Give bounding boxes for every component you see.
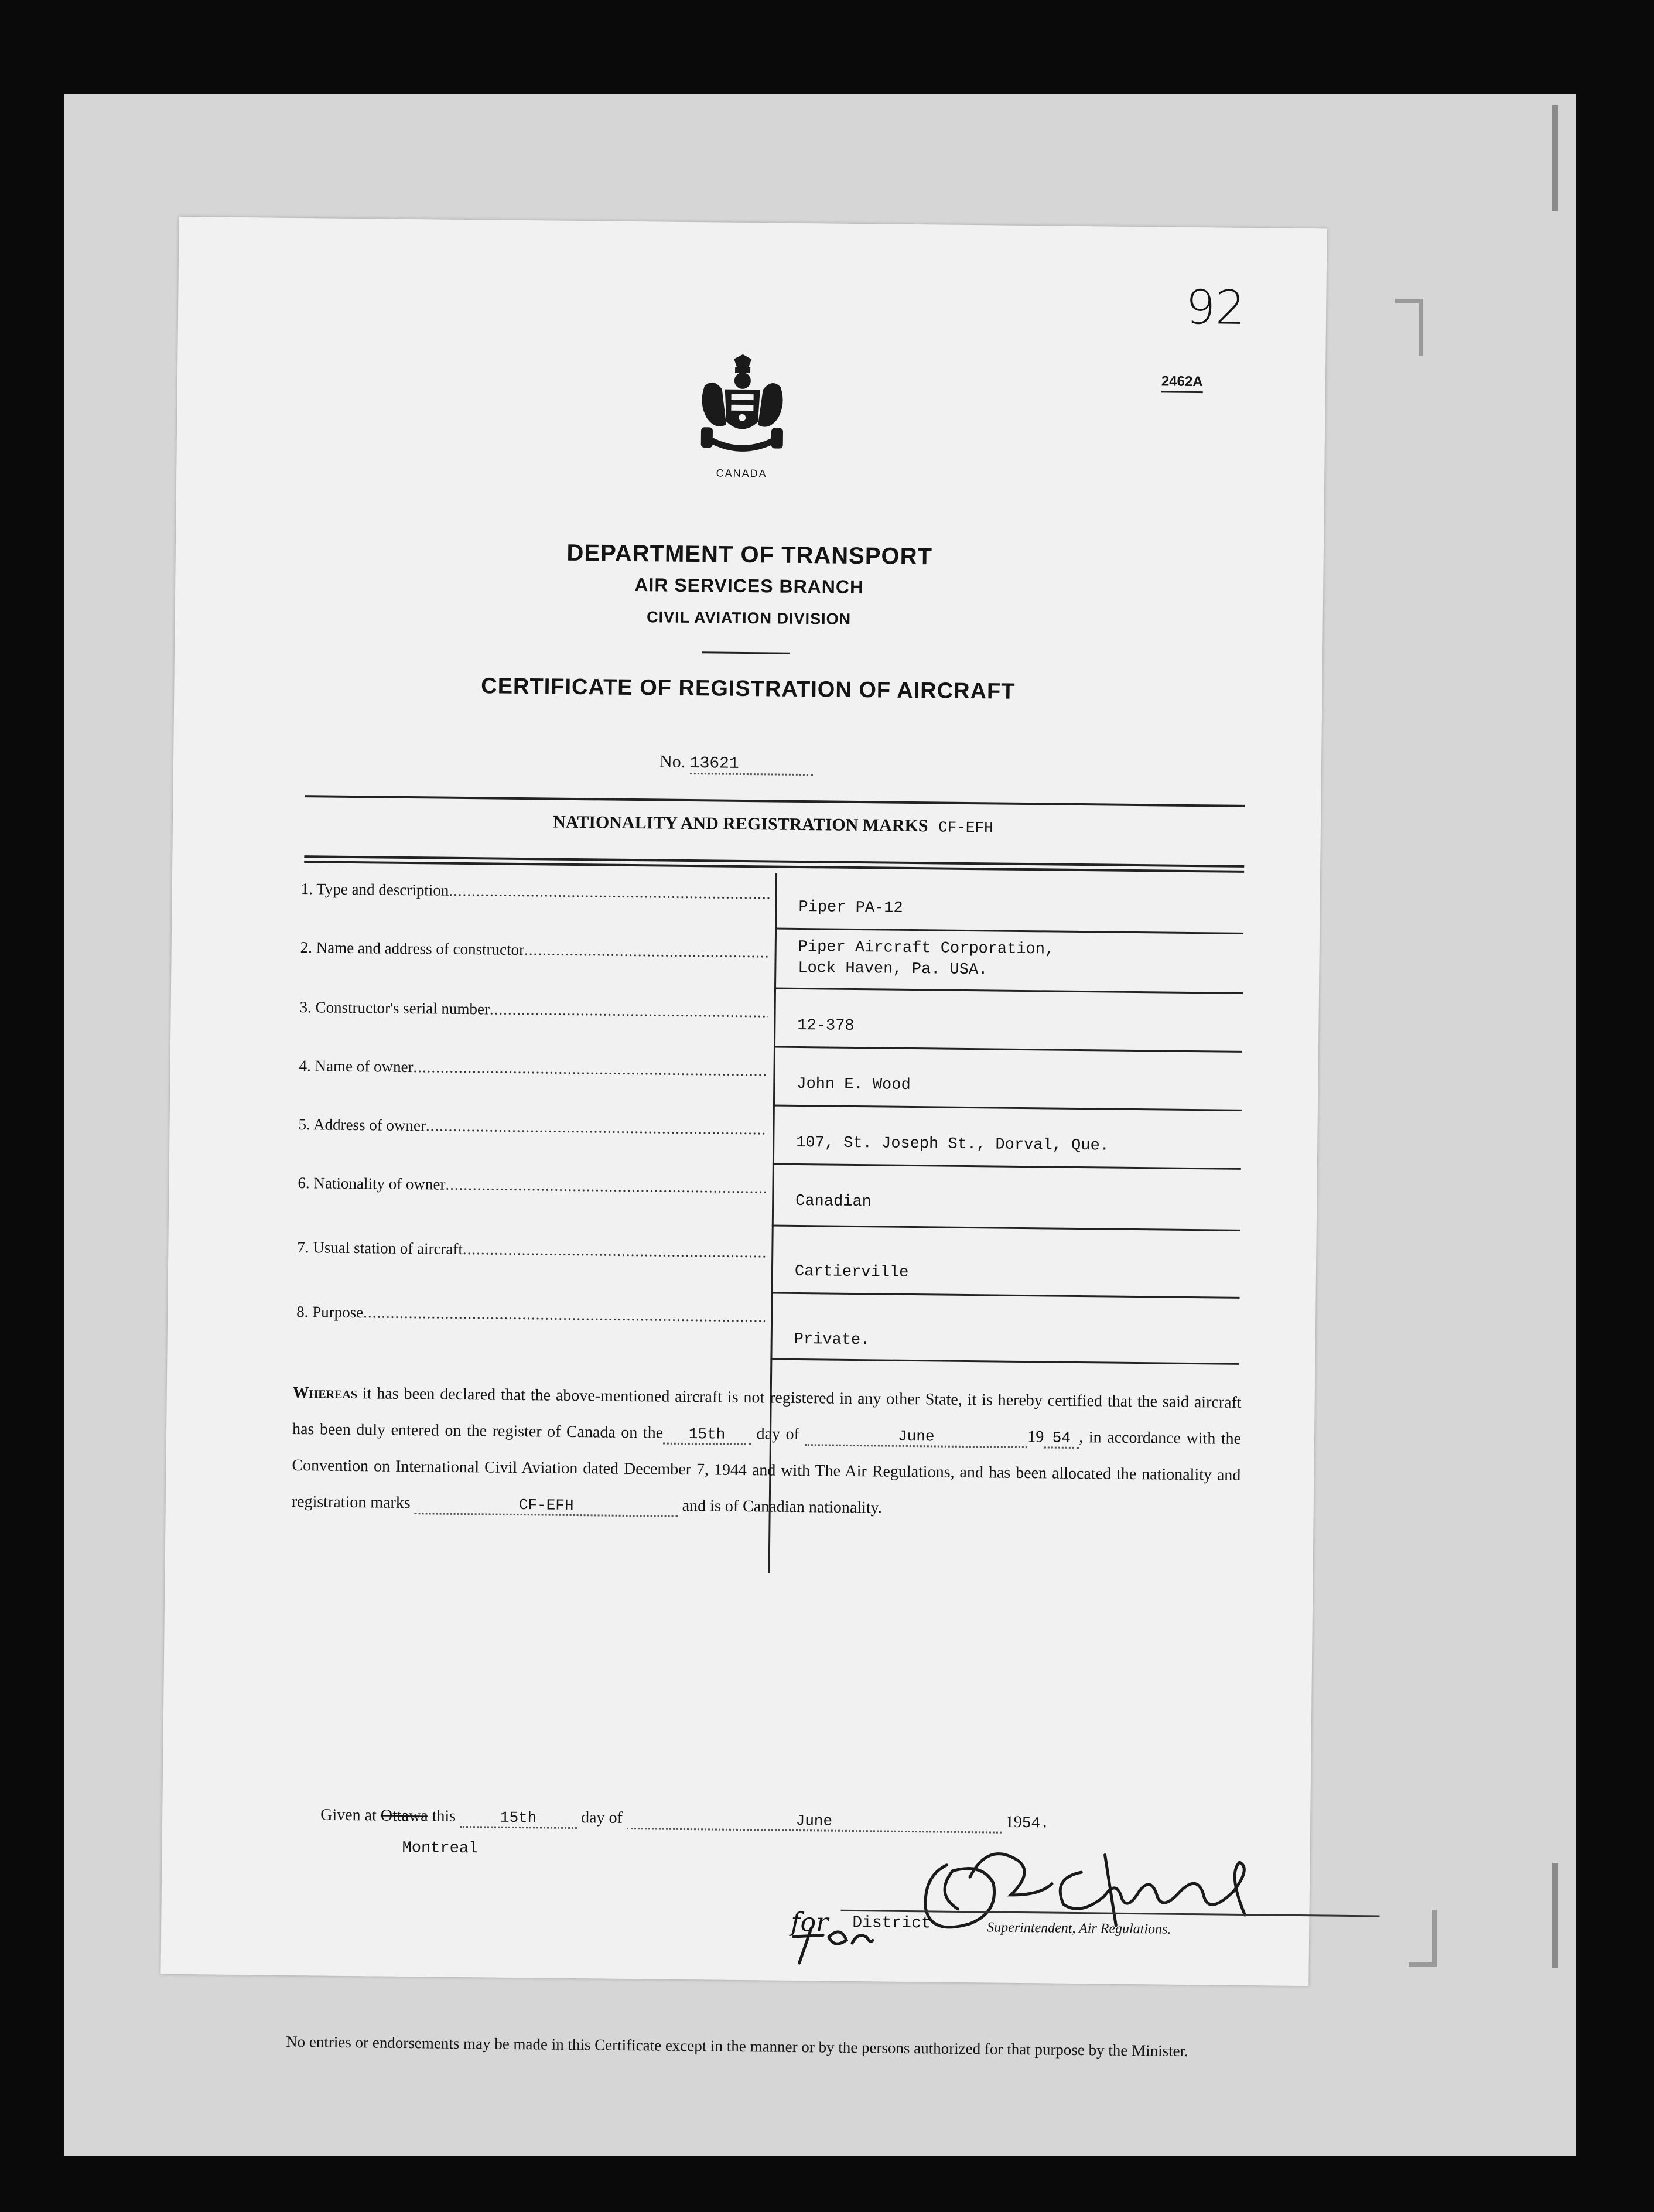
given-year: 54. [1021, 1814, 1050, 1832]
table-row-label: 3. Constructor's serial number ..... [299, 998, 768, 1021]
given-text: day of [580, 1808, 623, 1827]
given-place: Montreal [402, 1839, 479, 1858]
certification-paragraph [291, 1375, 1242, 1530]
table-row-label: 7. Usual station of aircraft ..... [297, 1238, 766, 1261]
given-text: 19 [1005, 1812, 1023, 1832]
row-divider [771, 1292, 1240, 1299]
table-row-label: 8. Purpose ..... [296, 1303, 765, 1326]
table-row-label: 2. Name and address of constructor ..... [300, 938, 769, 961]
nationality-marks-label: NATIONALITY AND REGISTRATION MARKS [553, 812, 928, 836]
division-title: CIVIL AVIATION DIVISION [646, 608, 852, 628]
whereas-text: day of [756, 1425, 800, 1444]
table-row-value: 107, St. Joseph St., Dorval, Que. [796, 1134, 1110, 1155]
nationality-marks-line [302, 810, 1245, 839]
table-row-label: 6. Nationality of owner ..... [298, 1174, 766, 1197]
row-divider [772, 1225, 1240, 1231]
certificate-number: 13621 [690, 755, 813, 776]
table-row-value: Piper PA-12 [798, 898, 903, 917]
registration-month: June [805, 1426, 1027, 1448]
certificate-number-line [659, 752, 813, 776]
footer-notice: No entries or endorsements may be made in this Certificate except in the manner or by the persons authorized for that purpose by the Minister. [285, 2032, 1189, 2060]
table-row-label: 4. Name of owner ..... [299, 1057, 767, 1080]
whereas-text: 19 [1027, 1428, 1044, 1446]
frame-corner-mark [1395, 299, 1423, 356]
frame-edge-mark [1552, 1863, 1558, 1968]
table-row-label: 1. Type and description ..... [301, 880, 770, 903]
nationality-marks-value: CF-EFH [938, 818, 993, 837]
table-row-value: John E. Wood [797, 1075, 911, 1094]
row-divider [774, 1046, 1242, 1053]
frame-edge-mark [1552, 105, 1558, 211]
row-divider [775, 928, 1243, 934]
certificate-document [160, 217, 1327, 2060]
whereas-lead: Whereas [292, 1383, 358, 1403]
folio-number: 92 [1185, 279, 1246, 335]
whereas-text: and is of Canadian nationality. [682, 1496, 882, 1517]
given-text: this [432, 1807, 456, 1825]
certificate-title: CERTIFICATE OF REGISTRATION OF AIRCRAFT [481, 674, 1016, 704]
table-row-value: Cartierville [794, 1262, 909, 1282]
table-row-value: Piper Aircraft Corporation, Lock Haven, Pa. USA. [798, 938, 1055, 979]
form-number: 2462A [1161, 373, 1203, 393]
divider [702, 651, 790, 654]
country-label: CANADA [716, 467, 767, 480]
given-month: June [627, 1810, 1002, 1834]
row-divider [770, 1358, 1239, 1364]
registration-day: 15th [663, 1425, 751, 1446]
given-at-label: Given at [320, 1805, 377, 1825]
canada-coat-of-arms-icon [692, 354, 792, 460]
whereas-text: , in accordance with the Convention on International Civil Aviation dated December 7, 1944 and with The Air Regulations, and has been allocated the nationality and registration marks [291, 1428, 1242, 1513]
whereas-text: it has been declared that the above-mentioned aircraft is not registered in any other State, it is hereby certified that the said aircraft has been duly entered on the register of Canada on the [292, 1384, 1242, 1442]
registration-marks: CF-EFH [415, 1495, 678, 1517]
given-day: 15th [460, 1808, 577, 1829]
registration-year: 54 [1044, 1429, 1079, 1449]
row-divider [773, 1163, 1241, 1170]
certificate-number-label: No. [659, 752, 686, 772]
row-divider [774, 988, 1243, 994]
table-row-value: Canadian [795, 1192, 872, 1211]
row-divider [773, 1105, 1242, 1111]
struck-place: Ottawa [380, 1806, 428, 1825]
department-title: DEPARTMENT OF TRANSPORT [566, 540, 933, 570]
divider [305, 795, 1245, 807]
signature-district: District [852, 1914, 931, 1933]
table-row-label: 5. Address of owner ..... [298, 1115, 767, 1138]
signature-for: for [791, 1907, 829, 1938]
branch-title: AIR SERVICES BRANCH [634, 574, 864, 598]
signatory-title: Superintendent, Air Regulations. [987, 1920, 1171, 1937]
handwritten-signature [775, 1805, 1421, 1976]
table-row-value: Private. [794, 1330, 870, 1350]
table-row-value: 12-378 [797, 1016, 855, 1035]
